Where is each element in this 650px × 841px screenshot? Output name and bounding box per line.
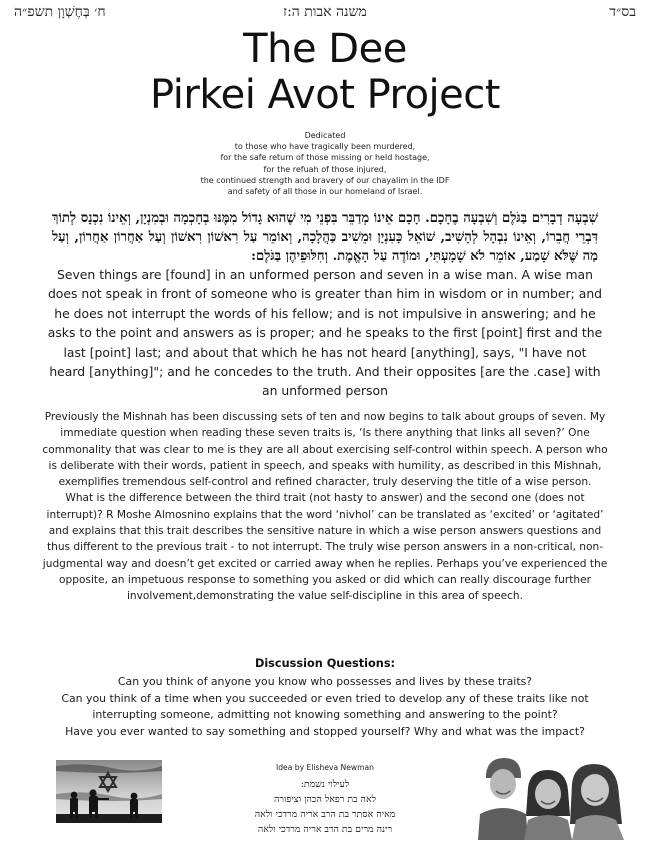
soldiers-flag-photo: [56, 760, 162, 823]
discussion-question: Have you ever wanted to say something and stopped yourself? Why and what was the impact?: [65, 724, 585, 738]
memorial-name: רינה מרים בת הרב אריה מרדכי ולאה: [257, 824, 393, 835]
dedication-line: Dedicated: [304, 131, 346, 140]
mishnah-reference: משנה אבות ה:ז: [283, 4, 367, 20]
discussion-questions: [30, 674, 620, 740]
dedication-line: for the refuah of those injured,: [263, 164, 387, 174]
memorial-name: לאה בת רפאל הכהן וציפורה: [274, 794, 376, 805]
portrait-center: [524, 770, 572, 840]
hebrew-date: ח׳ בְּחֶשְׁוָן תשפ״ה: [14, 4, 106, 20]
dedication-line: the continued strength and bravery of our chayalim in the IDF: [200, 175, 450, 185]
dedication-line: and safety of all those in our homeland of Israel.: [227, 187, 423, 197]
discussion-question: Can you think of anyone you know who possesses and lives by these traits?: [117, 675, 533, 688]
mishnah-hebrew-text: שִׁבְעָה דְבָרִים בַּגֹּלֶם וְשִׁבְעָה בֶחָכָם. חָכָם אֵינוֹ מְדַבֵּר בִּפְנֵי מִי שֶׁהוּא גָדוֹל מִמֶּנּוּ בְחָכְמָה וּבְמִנְיָן, וְאֵינוֹ נִכְנָס לְתוֹךְ דִּבְרֵי חֲבֵרוֹ, וְאֵינוֹ נִבְהָל לְהָשִׁיב, שׁוֹאֵל כָּעִנְיָן וּמֵשִׁיב כַּהֲלָכָה, וְאוֹמֵר עַל רִאשׁוֹן רִאשׁוֹן וְעַל אַחֲרוֹן אַחֲרוֹן, וְעַל מַה שֶּׁלֹּא שָׁמַע, אוֹמֵר לֹא שָׁמָעְתִּי, וּמוֹדֶה עַל הָאֱמֶת. וְחִלּוּפֵיהֶן בַּגֹּלֶם:: [52, 211, 598, 264]
memorial-dedication: [200, 777, 450, 837]
title-line-2: Pirkei Avot Project: [150, 72, 500, 118]
besiyata-dishmaya: בס״ד: [609, 4, 636, 20]
top-bar: [14, 4, 636, 24]
idea-credit: Idea by Elisheva Newman: [276, 763, 374, 772]
memorial-portrait-photo: [478, 754, 624, 840]
discussion-heading: Discussion Questions:: [254, 657, 396, 670]
discussion-question: Can you think of a time when you succeeded or even tried to develop any of these traits like not interrupting someone, admitting not knowing something and answering to the point?: [61, 691, 589, 722]
memorial-name: מאיה אסתר בת הרב אריה מרדכי ולאה: [254, 809, 396, 820]
commentary-paragraph-2: What is the difference between the third trait (not hasty to answer) and the second one (does not interrupt)? R Moshe Almosnino explains that the word ‘nivhol’ can be translated as ‘excited’ or ‘agitated’ and explains that this trait describes the sensitive nature in which a wise person answers questions and thus different to the previous trait - to not interrupt. The truly wise person answers in a non-critical, non-judgmental way and doesn’t get excited or carried away when he replies. Perhaps you’ve experienced the opposite, an impetuous response to something you asked or did which can really discourage further involvement,demonstrating the value self-discipline in this area of speech.: [42, 492, 608, 603]
title-line-1: The Dee: [243, 26, 407, 72]
mishnah-translation: Seven things are [found] in an unformed person and seven in a wise man. A wise man does not speak in front of someone who is greater than him in wisdom or in number; and he does not interrupt the words of his fellow; and is not impulsive in answering; and he asks to the point and answers as is proper; and he speaks to the first [point] first and the last [point] last; and about that which he has not heard [anything], says, "I have not heard [anything]"; and he concedes to the truth. And their opposites [are the .case] with an unformed person: [47, 267, 603, 399]
page-title: [0, 26, 650, 118]
dedication-line: for the safe return of those missing or held hostage,: [220, 153, 430, 163]
memorial-heading: לעילוי נשמת:: [300, 779, 350, 790]
commentary: [38, 409, 612, 605]
dedication-line: to those who have tragically been murdered,: [234, 142, 416, 152]
dedication: [0, 130, 650, 197]
commentary-paragraph-1: Previously the Mishnah has been discussing sets of ten and now begins to talk about groups of seven. My immediate question when reading these seven traits is, ‘Is there anything that links all seven?’ One commonality that was clear to me is they are all about exercising self-control within speech. A person who is deliberate with their words, patient in speech, and speaks with humility, as described in this Mishnah, exemplifies tremendous self-control and refined character, truly deserving the title of a wise person.: [42, 411, 608, 489]
